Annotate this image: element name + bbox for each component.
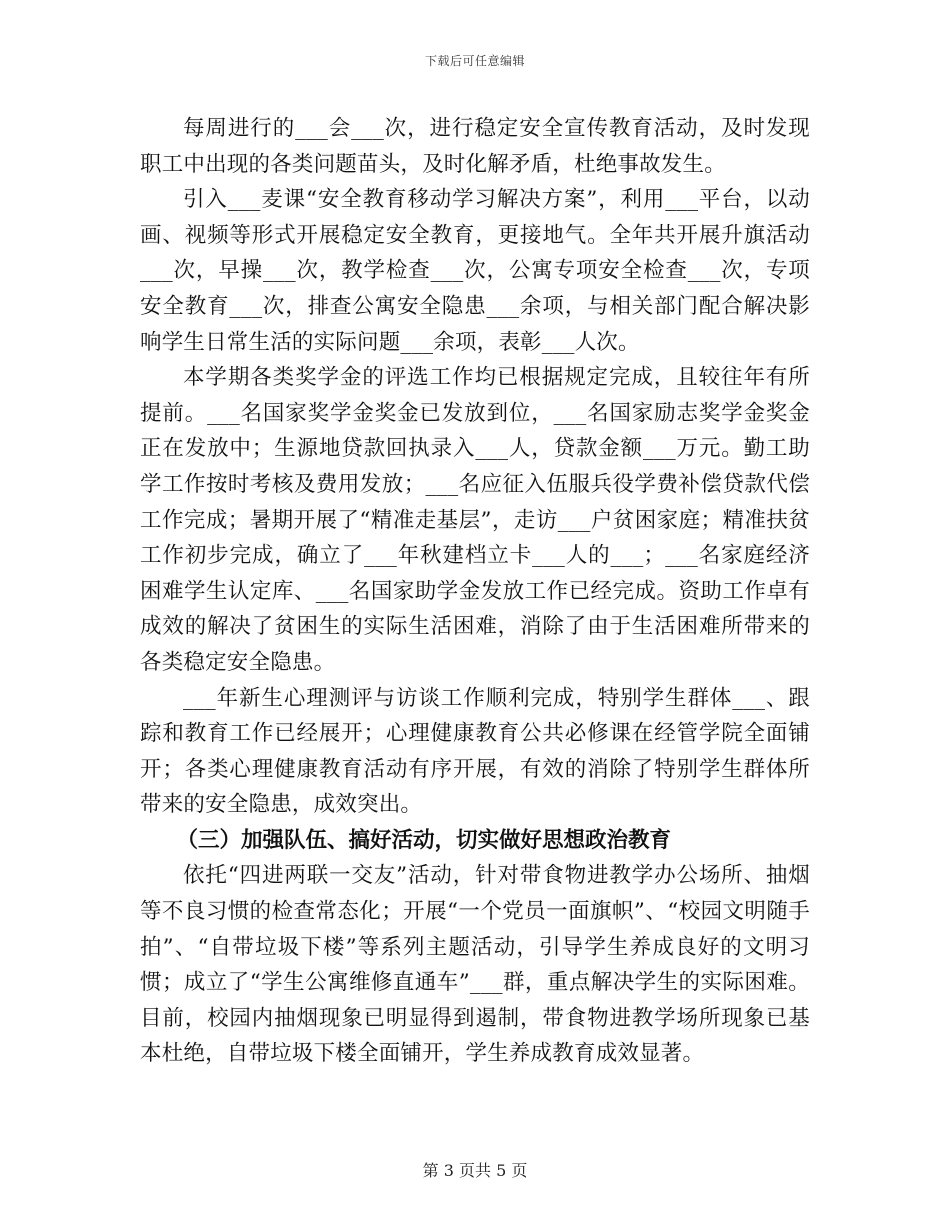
paragraph-civilization-activities: 依托“四进两联一交友”活动，针对带食物进教学办公场所、抽烟等不良习惯的检查常态化；开展“一个党员一面旗帜”、“校园文明随手拍”、“自带垃圾下楼”等系列主题活动，引导学生养成良好的文明习惯；成立了“学生公寓维修直通车”___群，重点解决学生的实际困难。目前，校园内抽烟现象已明显得到遏制，带食物进教学场所现象已基本杜绝，自带垃圾下楼全面铺开，学生养成教育成效显著。 xyxy=(140,863,810,1067)
page-footer: 第 3 页共 5 页 xyxy=(422,1161,528,1180)
page-header: 下载后可任意编辑 xyxy=(424,54,525,68)
paragraph-mental-health: ___年新生心理测评与访谈工作顺利完成，特别学生群体___、跟踪和教育工作已经展开；心理健康教育公共必修课在经管学院全面铺开；各类心理健康教育活动有序开展，有效的消除了特别学生群体所带来的安全隐患，成效突出。 xyxy=(140,685,810,818)
paragraph-scholarships: 本学期各类奖学金的评选工作均已根据规定完成，且较往年有所提前。___名国家奖学金奖金已发放到位，___名国家励志奖学金奖金正在发放中；生源地贷款回执录入___人，贷款金额___万元。勤工助学工作按时考核及费用发放；___名应征入伍服兵役学费补偿贷款代偿工作完成；暑期开展了“精准走基层”，走访___户贫困家庭；精准扶贫工作初步完成，确立了___年秋建档立卡___人的___；___名家庭经济困难学生认定库、___名国家助学金发放工作已经完成。资助工作卓有成效的解决了贫困生的实际生活困难，消除了由于生活困难所带来的各类稳定安全隐患。 xyxy=(140,365,810,675)
paragraph-safety-education: 引入___麦课“安全教育移动学习解决方案”，利用___平台，以动画、视频等形式开展稳定安全教育，更接地气。全年共开展升旗活动___次，早操___次，教学检查___次，公寓专项安全检查___次，专项安全教育___次，排查公寓安全隐患___余项，与相关部门配合解决影响学生日常生活的实际问题___余项，表彰___人次。 xyxy=(140,187,810,355)
document-body xyxy=(140,111,810,1072)
paragraph-weekly-meetings: 每周进行的___会___次，进行稳定安全宣传教育活动，及时发现职工中出现的各类问题苗头，及时化解矛盾，杜绝事故发生。 xyxy=(140,116,810,177)
section-heading: （三）加强队伍、搞好活动，切实做好思想政治教育 xyxy=(176,827,672,853)
